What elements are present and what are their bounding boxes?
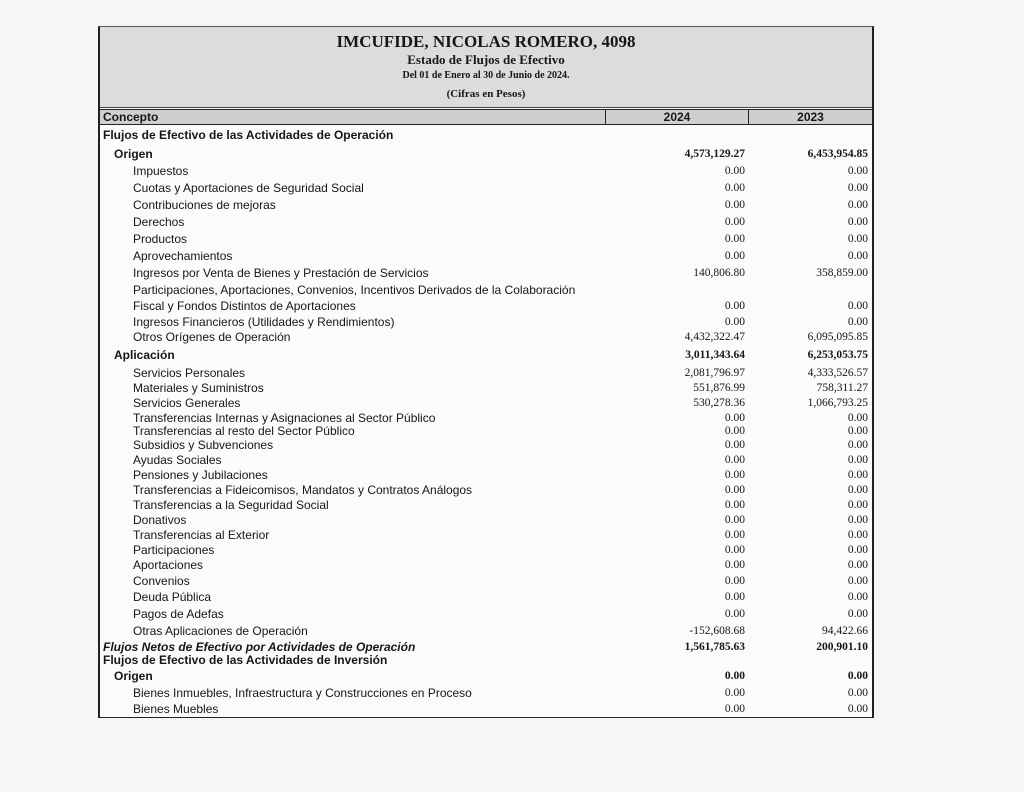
row-label: Aprovechamientos bbox=[133, 249, 233, 263]
value-2023: 0.00 bbox=[847, 575, 868, 587]
value-2023: 0.00 bbox=[847, 454, 868, 466]
row-label: Servicios Generales bbox=[133, 396, 241, 410]
row-label: Pagos de Adefas bbox=[133, 607, 224, 621]
value-2024: 0.00 bbox=[724, 199, 745, 211]
row-label: Ingresos Financieros (Utilidades y Rendimientos) bbox=[133, 315, 395, 329]
value-2024: 4,573,129.27 bbox=[684, 148, 745, 160]
value-2024: 0.00 bbox=[724, 575, 745, 587]
row-label: Materiales y Suministros bbox=[133, 381, 264, 395]
row-label: Servicios Personales bbox=[133, 366, 246, 380]
row-label: Transferencias a la Seguridad Social bbox=[133, 498, 329, 512]
value-2024: 0.00 bbox=[724, 425, 745, 437]
row-label: Bienes Inmuebles, Infraestructura y Construcciones en Proceso bbox=[133, 686, 472, 700]
value-2023: 200,901.10 bbox=[816, 641, 868, 653]
value-2023: 0.00 bbox=[847, 670, 868, 682]
row-label: Cuotas y Aportaciones de Seguridad Social bbox=[133, 181, 364, 195]
value-2023: 0.00 bbox=[847, 425, 868, 437]
report-period: Del 01 de Enero al 30 de Junio de 2024. bbox=[402, 70, 570, 81]
row-label: Flujos de Efectivo de las Actividades de Inversión bbox=[103, 653, 388, 667]
value-2023: 1,066,793.25 bbox=[807, 397, 868, 409]
row-label: Ayudas Sociales bbox=[133, 453, 222, 467]
value-2024: 3,011,343.64 bbox=[685, 349, 745, 361]
statement-page bbox=[98, 26, 874, 718]
row-label: Participaciones, Aportaciones, Convenios, Incentivos Derivados de la Colaboración bbox=[133, 283, 576, 297]
value-2024: 0.00 bbox=[724, 233, 745, 245]
value-2024: 0.00 bbox=[724, 670, 745, 682]
value-2023: 0.00 bbox=[847, 514, 868, 526]
value-2024: 551,876.99 bbox=[693, 382, 745, 394]
value-2023: 0.00 bbox=[847, 233, 868, 245]
value-2023: 0.00 bbox=[847, 412, 868, 424]
value-2023: 0.00 bbox=[847, 608, 868, 620]
value-2023: 0.00 bbox=[847, 216, 868, 228]
row-label: Ingresos por Venta de Bienes y Prestación de Servicios bbox=[133, 266, 429, 280]
value-2024: 0.00 bbox=[724, 454, 745, 466]
value-2023: 94,422.66 bbox=[822, 625, 868, 637]
row-label: Otros Orígenes de Operación bbox=[133, 330, 291, 344]
value-2024: 140,806.80 bbox=[693, 267, 745, 279]
value-2023: 0.00 bbox=[847, 484, 868, 496]
row-label: Convenios bbox=[133, 574, 190, 588]
row-label: Subsidios y Subvenciones bbox=[133, 438, 274, 452]
value-2023: 0.00 bbox=[847, 165, 868, 177]
row-label: Transferencias a Fideicomisos, Mandatos y Contratos Análogos bbox=[133, 483, 473, 497]
row-label: Bienes Muebles bbox=[133, 702, 219, 716]
row-label: Flujos de Efectivo de las Actividades de Operación bbox=[103, 128, 394, 142]
report-header bbox=[100, 27, 872, 108]
value-2023: 0.00 bbox=[847, 182, 868, 194]
value-2024: 0.00 bbox=[724, 559, 745, 571]
value-2024: 0.00 bbox=[724, 182, 745, 194]
value-2023: 6,453,954.85 bbox=[807, 148, 868, 160]
value-2024: 0.00 bbox=[724, 412, 745, 424]
column-header-2024: 2024 bbox=[605, 110, 749, 124]
report-units: (Cifras en Pesos) bbox=[446, 88, 526, 100]
value-2024: 0.00 bbox=[724, 703, 745, 715]
value-2024: -152,608.68 bbox=[689, 625, 745, 637]
value-2023: 0.00 bbox=[847, 687, 868, 699]
value-2023: 6,253,053.75 bbox=[807, 349, 868, 361]
row-label: Otras Aplicaciones de Operación bbox=[133, 624, 308, 638]
value-2024: 0.00 bbox=[724, 514, 745, 526]
column-header-row bbox=[100, 109, 872, 125]
value-2024: 0.00 bbox=[724, 591, 745, 603]
value-2023: 0.00 bbox=[847, 529, 868, 541]
report-title: IMCUFIDE, NICOLAS ROMERO, 4098 bbox=[336, 32, 636, 51]
value-2024: 4,432,322.47 bbox=[684, 331, 745, 343]
value-2024: 0.00 bbox=[724, 687, 745, 699]
report-subtitle: Estado de Flujos de Efectivo bbox=[407, 52, 565, 67]
value-2024: 0.00 bbox=[724, 608, 745, 620]
value-2024: 0.00 bbox=[724, 165, 745, 177]
value-2023: 0.00 bbox=[847, 199, 868, 211]
value-2023: 0.00 bbox=[847, 703, 868, 715]
value-2024: 0.00 bbox=[724, 544, 745, 556]
value-2024: 1,561,785.63 bbox=[684, 641, 745, 653]
value-2024: 0.00 bbox=[724, 300, 745, 312]
value-2024: 0.00 bbox=[724, 484, 745, 496]
row-label: Transferencias al Exterior bbox=[133, 528, 270, 542]
column-header-2023: 2023 bbox=[797, 110, 824, 124]
value-2024: 0.00 bbox=[724, 439, 745, 451]
column-header-concept: Concepto bbox=[103, 110, 159, 124]
row-label: Impuestos bbox=[133, 164, 189, 178]
value-2023: 358,859.00 bbox=[816, 267, 868, 279]
value-2023: 4,333,526.57 bbox=[807, 367, 868, 379]
value-2024: 0.00 bbox=[724, 499, 745, 511]
value-2024: 0.00 bbox=[724, 316, 745, 328]
row-label: Productos bbox=[133, 232, 188, 246]
row-label: Flujos Netos de Efectivo por Actividades de Operación bbox=[103, 640, 416, 654]
row-label: Pensiones y Jubilaciones bbox=[133, 468, 268, 482]
row-label: Aplicación bbox=[114, 348, 175, 362]
row-label: Origen bbox=[114, 147, 153, 161]
value-2023: 0.00 bbox=[847, 316, 868, 328]
value-2023: 0.00 bbox=[847, 559, 868, 571]
row-label: Aportaciones bbox=[133, 558, 204, 572]
value-2023: 0.00 bbox=[847, 250, 868, 262]
row-label: Origen bbox=[114, 669, 153, 683]
row-label: Fiscal y Fondos Distintos de Aportaciones bbox=[133, 299, 356, 313]
value-2024: 0.00 bbox=[724, 216, 745, 228]
value-2023: 0.00 bbox=[847, 544, 868, 556]
row-label: Contribuciones de mejoras bbox=[133, 198, 276, 212]
value-2023: 0.00 bbox=[847, 499, 868, 511]
row-label: Donativos bbox=[133, 513, 187, 527]
value-2023: 6,095,095.85 bbox=[807, 331, 868, 343]
row-label: Derechos bbox=[133, 215, 185, 229]
value-2024: 530,278.36 bbox=[693, 397, 745, 409]
value-2024: 0.00 bbox=[724, 469, 745, 481]
value-2023: 0.00 bbox=[847, 591, 868, 603]
value-2024: 0.00 bbox=[724, 529, 745, 541]
row-label: Deuda Pública bbox=[133, 590, 212, 604]
value-2023: 0.00 bbox=[847, 300, 868, 312]
row-label: Transferencias al resto del Sector Público bbox=[133, 424, 355, 438]
value-2024: 2,081,796.97 bbox=[684, 367, 745, 379]
value-2024: 0.00 bbox=[724, 250, 745, 262]
row-label: Participaciones bbox=[133, 543, 215, 557]
value-2023: 758,311.27 bbox=[816, 382, 868, 394]
row-label: Transferencias Internas y Asignaciones al Sector Público bbox=[133, 411, 436, 425]
value-2023: 0.00 bbox=[847, 469, 868, 481]
value-2023: 0.00 bbox=[847, 439, 868, 451]
